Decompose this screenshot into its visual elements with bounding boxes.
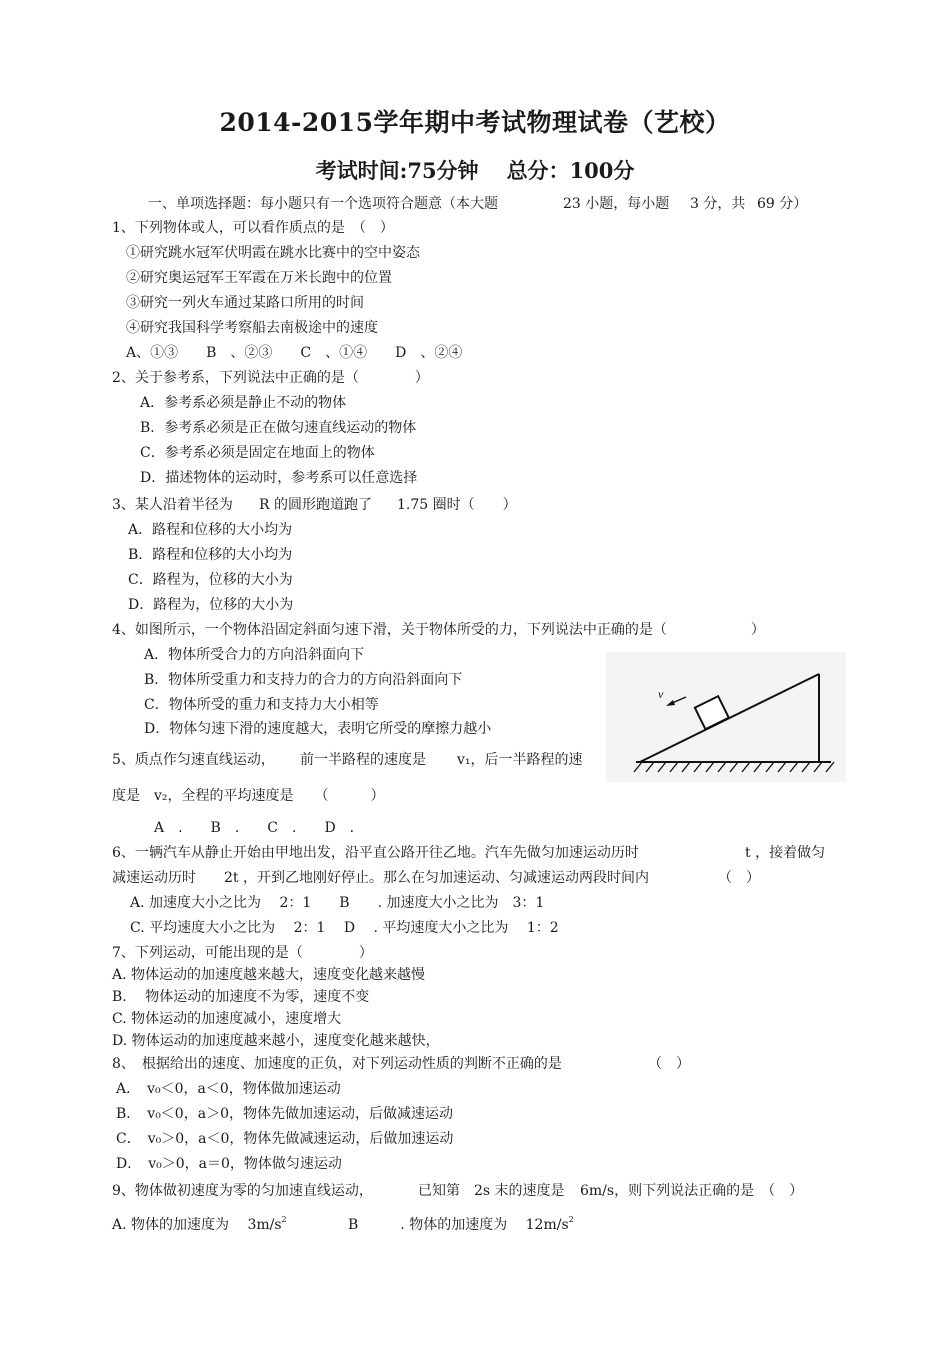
q4-option-b: B．物体所受重力和支持力的合力的方向沿斜面向下 xyxy=(144,672,463,688)
velocity-label: v xyxy=(658,687,664,701)
q1-options: A、①③ B 、②③ C 、①④ D 、②④ xyxy=(126,345,463,361)
q5-stem-b: 前一半路程的速度是 xyxy=(300,752,426,768)
section-heading: 一、单项选择题：每小题只有一个选项符合题意（本大题 xyxy=(148,196,498,212)
q2-option-d: D．描述物体的运动时，参考系可以任意选择 xyxy=(140,470,418,486)
q3-option-a: A．路程和位移的大小均为 xyxy=(128,522,293,538)
q1-item-2: ②研究奥运冠军王军霞在万米长跑中的位置 xyxy=(126,270,392,286)
q9-option-b-text: B . 物体的加速度为 12m/s xyxy=(348,1217,569,1233)
q9-option-b-exponent: 2 xyxy=(568,1215,574,1224)
q9-stem-a: 9、物体做初速度为零的匀加速直线运动， xyxy=(112,1183,373,1199)
q4-option-a: A．物体所受合力的方向沿斜面向下 xyxy=(144,647,365,663)
q4-option-c: C．物体所受的重力和支持力大小相等 xyxy=(144,697,379,713)
q5-v1: v₁，后一半路程的速 xyxy=(457,752,583,768)
q2-stem: 2、关于参考系，下列说法中正确的是（ ） xyxy=(112,370,429,386)
q9-option-a xyxy=(112,1211,287,1234)
q1-item-1: ①研究跳水冠军伏明霞在跳水比赛中的空中姿态 xyxy=(126,245,420,261)
q1-stem: 1、下列物体或人，可以看作质点的是 （ ） xyxy=(112,220,394,236)
q8-stem: 8、 根据给出的速度、加速度的正负，对下列运动性质的判断不正确的是 xyxy=(112,1056,562,1072)
section-count-a: 23 小题，每小题 xyxy=(563,196,670,212)
q3-option-c: C．路程为，位移的大小为 xyxy=(128,572,293,588)
q5-options: A . B . C . D . xyxy=(154,820,355,836)
total-score: 总分：100分 xyxy=(506,158,635,183)
q8-option-a: A． v₀＜0，a＜0，物体做加速运动 xyxy=(116,1081,341,1097)
q6-options-cd: C. 平均速度大小之比为 2：1 D . 平均速度大小之比为 1：2 xyxy=(130,920,559,936)
q3-option-b: B．路程和位移的大小均为 xyxy=(128,547,293,563)
q9-option-b xyxy=(348,1211,574,1234)
q4-stem: 4、如图所示，一个物体沿固定斜面匀速下滑，关于物体所受的力，下列说法中正确的是（ ） xyxy=(112,622,765,638)
q1-item-4: ④研究我国科学考察船去南极途中的速度 xyxy=(126,320,378,336)
q5-stem-a: 5、质点作匀速直线运动， xyxy=(112,752,275,768)
q7-option-c: C. 物体运动的加速度减小，速度增大 xyxy=(112,1011,342,1027)
incline-figure xyxy=(606,652,846,782)
section-count-c: 69 分） xyxy=(757,196,808,212)
q1-item-3: ③研究一列火车通过某路口所用的时间 xyxy=(126,295,364,311)
q6-stem-d: （ ） xyxy=(718,870,760,886)
q7-option-b: B. 物体运动的加速度不为零，速度不变 xyxy=(112,989,370,1005)
q3-stem-b: R 的圆形跑道跑了 xyxy=(259,497,372,513)
q8-option-b: B． v₀＜0，a＞0，物体先做加速运动，后做减速运动 xyxy=(116,1106,453,1122)
q9-option-a-exponent: 2 xyxy=(281,1215,287,1224)
q7-option-d: D. 物体运动的加速度越来越小，速度变化越来越快， xyxy=(112,1033,440,1049)
q3-stem-a: 3、某人沿着半径为 xyxy=(112,497,233,513)
page-title: 2014-2015学年期中考试物理试卷（艺校） xyxy=(219,108,731,137)
q7-stem: 7、下列运动，可能出现的是（ ） xyxy=(112,945,373,961)
q6-stem-a: 6、一辆汽车从静止开始由甲地出发，沿平直公路开往乙地。汽车先做匀加速运动历时 xyxy=(112,845,639,861)
q2-option-a: A．参考系必须是静止不动的物体 xyxy=(140,395,347,411)
q9-stem-b: 已知第 2s 末的速度是 xyxy=(418,1183,565,1199)
q6-stem-c: 减速运动历时 2t ，开到乙地刚好停止。那么在匀加速运动、匀减速运动两段时间内 xyxy=(112,870,649,886)
q8-paren: （ ） xyxy=(648,1056,690,1072)
q2-option-b: B．参考系必须是正在做匀速直线运动的物体 xyxy=(140,420,417,436)
q5-stem-c: 度是 v₂，全程的平均速度是 （ ） xyxy=(112,788,385,804)
q3-option-d: D．路程为，位移的大小为 xyxy=(128,597,294,613)
q6-options-ab: A. 加速度大小之比为 2：1 B . 加速度大小之比为 3：1 xyxy=(130,895,545,911)
page-subtitle xyxy=(0,155,950,185)
q8-option-c: C． v₀＞0，a＜0，物体先做减速运动，后做加速运动 xyxy=(116,1131,454,1147)
q9-option-a-text: A. 物体的加速度为 3m/s xyxy=(112,1217,282,1233)
q4-option-d: D．物体匀速下滑的速度越大，表明它所受的摩擦力越小 xyxy=(144,721,492,737)
exam-time: 考试时间:75分钟 xyxy=(315,158,479,183)
q8-option-d: D． v₀＞0，a＝0，物体做匀速运动 xyxy=(116,1156,342,1172)
q9-stem-c: 6m/s，则下列说法正确的是 （ ） xyxy=(580,1183,804,1199)
q6-stem-b: t ，接着做匀 xyxy=(745,845,826,861)
q3-stem-c: 1.75 圈时（ ） xyxy=(397,497,517,513)
q2-option-c: C．参考系必须是固定在地面上的物体 xyxy=(140,445,375,461)
section-count-b: 3 分，共 xyxy=(690,196,746,212)
q7-option-a: A. 物体运动的加速度越来越大，速度变化越来越慢 xyxy=(112,967,426,983)
